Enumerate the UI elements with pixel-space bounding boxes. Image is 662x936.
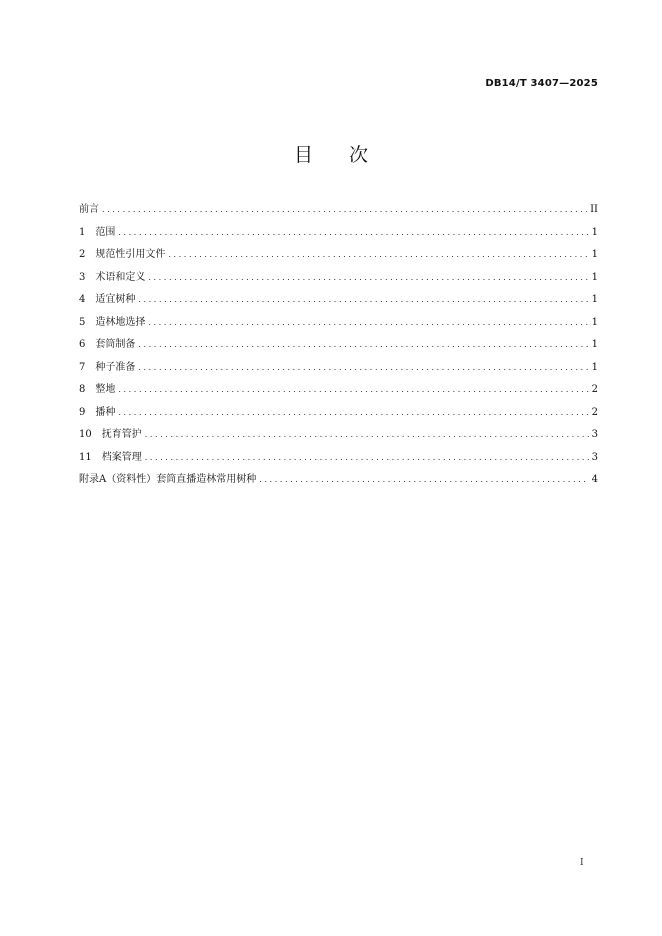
toc-entry-page: 1 xyxy=(591,339,598,350)
toc-entry[interactable] xyxy=(79,244,598,267)
toc-entry-page: II xyxy=(590,204,598,215)
toc-entry-label: 术语和定义 xyxy=(95,271,146,283)
toc-leader-dots xyxy=(118,379,588,402)
toc-entry-page: 3 xyxy=(591,451,598,463)
toc-entry-page: 1 xyxy=(591,361,598,373)
page-title xyxy=(0,140,662,167)
toc-leader-dots xyxy=(148,312,588,335)
title-char-1: 目 xyxy=(293,144,313,166)
toc-leader-dots xyxy=(118,402,588,425)
toc-entry[interactable] xyxy=(79,222,598,245)
toc-entry-label: 整地 xyxy=(95,384,116,395)
toc-leader-dots xyxy=(118,222,588,245)
toc-leader-dots xyxy=(145,424,589,447)
standard-code: DB14/T 3407—2025 xyxy=(485,78,598,89)
toc-entry-number: 9 xyxy=(79,406,86,418)
toc-entry-page: 1 xyxy=(591,249,598,260)
toc-entry-number: 7 xyxy=(79,361,86,373)
toc-entry[interactable] xyxy=(79,379,598,402)
toc-entry-page: 1 xyxy=(591,271,598,283)
toc-leader-dots xyxy=(138,289,588,312)
toc-entry[interactable] xyxy=(79,289,598,312)
toc-entry[interactable] xyxy=(79,267,598,290)
toc-entry-page: 2 xyxy=(591,406,598,418)
toc-leader-dots xyxy=(148,267,588,290)
toc-leader-dots xyxy=(145,447,589,470)
toc-entry[interactable] xyxy=(79,447,598,470)
toc-entry-label: 造林地选择 xyxy=(95,316,146,328)
toc-entry-page: 1 xyxy=(591,226,598,238)
toc-entry-number: 8 xyxy=(79,384,86,395)
page-number: I xyxy=(580,858,584,868)
table-of-contents xyxy=(79,199,598,492)
toc-entry-number: 10 xyxy=(79,429,92,440)
toc-entry-page: 3 xyxy=(591,429,598,440)
toc-leader-dots xyxy=(138,357,588,380)
toc-entry-number: 5 xyxy=(79,316,86,328)
toc-entry-label: 范围 xyxy=(95,226,116,238)
toc-entry-number: 11 xyxy=(79,451,92,463)
toc-entry-label: 附录A（资料性）套筒直播造林常用树种 xyxy=(79,474,257,485)
toc-entry[interactable] xyxy=(79,334,598,357)
toc-entry[interactable] xyxy=(79,312,598,335)
toc-entry-label: 抚育管护 xyxy=(101,429,142,440)
toc-entry-number: 6 xyxy=(79,339,86,350)
toc-entry[interactable] xyxy=(79,199,598,222)
toc-entry-page: 1 xyxy=(591,316,598,328)
toc-leader-dots xyxy=(102,199,587,222)
toc-leader-dots xyxy=(168,244,588,267)
toc-entry-page: 2 xyxy=(591,384,598,395)
title-char-2: 次 xyxy=(349,144,369,166)
toc-entry-number: 1 xyxy=(79,226,86,238)
toc-entry-label: 套筒制备 xyxy=(95,339,136,350)
toc-entry-page: 1 xyxy=(591,294,598,305)
toc-entry-page: 4 xyxy=(591,474,598,485)
toc-entry[interactable] xyxy=(79,357,598,380)
toc-entry-number: 2 xyxy=(79,249,86,260)
toc-entry-number: 4 xyxy=(79,294,86,305)
toc-entry-label: 规范性引用文件 xyxy=(95,249,166,260)
toc-entry-label: 适宜树种 xyxy=(95,294,136,305)
toc-entry[interactable] xyxy=(79,469,598,492)
toc-entry[interactable] xyxy=(79,402,598,425)
toc-entry-label: 种子准备 xyxy=(95,361,136,373)
toc-leader-dots xyxy=(259,469,588,492)
toc-entry-number: 3 xyxy=(79,271,86,283)
toc-leader-dots xyxy=(138,334,588,357)
toc-entry[interactable] xyxy=(79,424,598,447)
toc-entry-label: 播种 xyxy=(95,406,116,418)
toc-entry-label: 前言 xyxy=(79,204,99,215)
toc-entry-label: 档案管理 xyxy=(101,451,142,463)
